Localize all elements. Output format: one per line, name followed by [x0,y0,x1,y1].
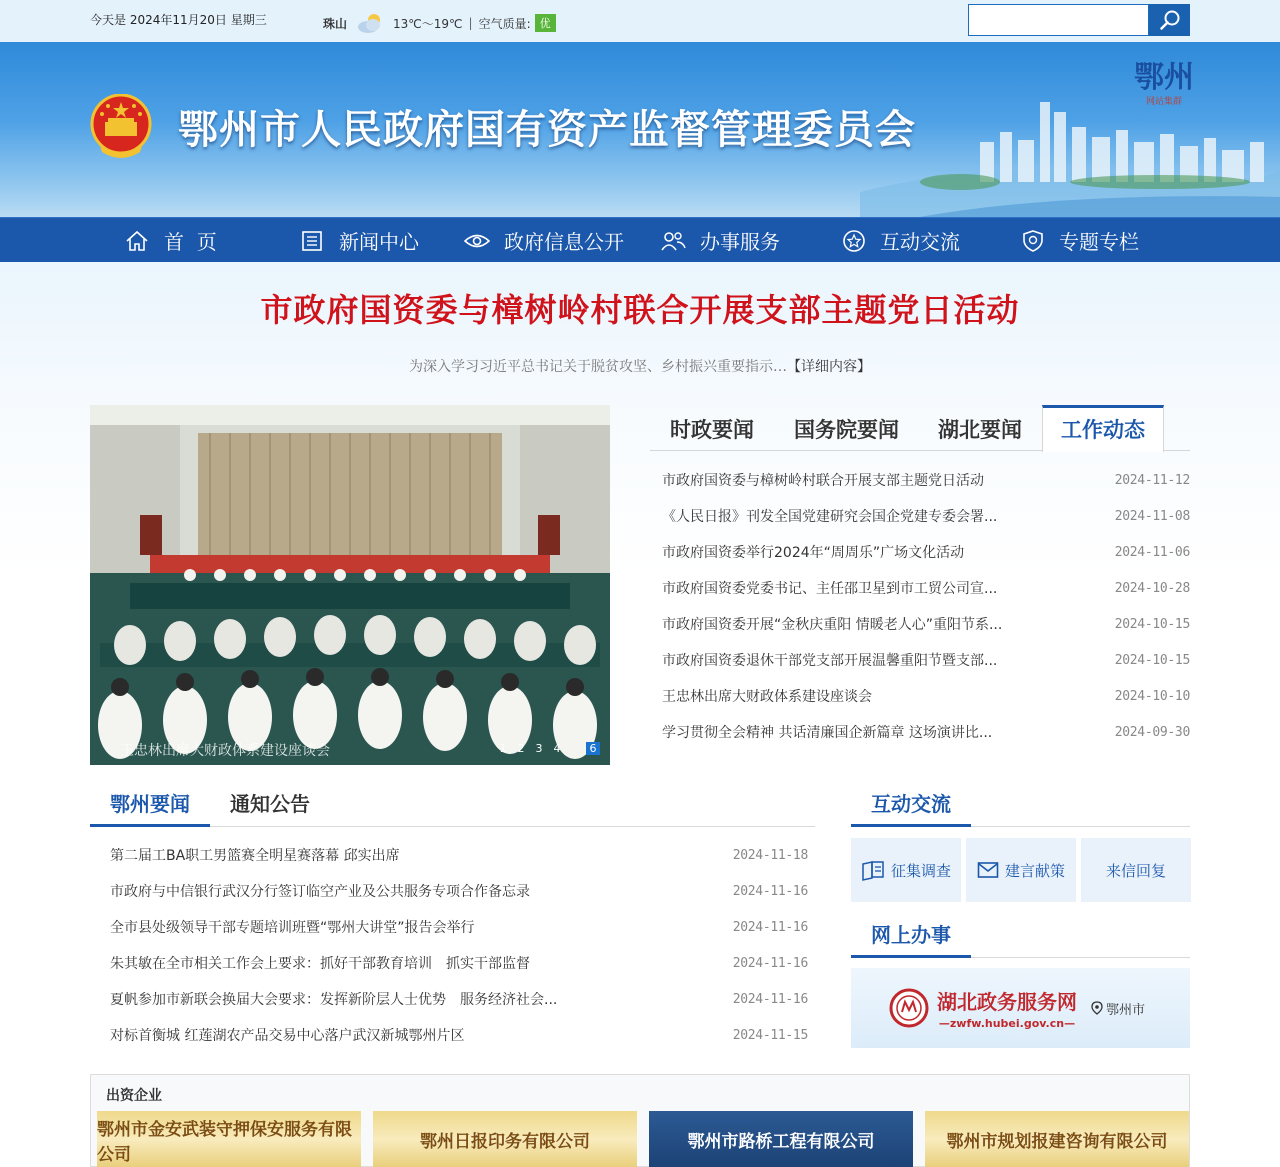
newspaper-icon [301,229,325,253]
headline-summary [0,356,1280,376]
enterprise-card[interactable]: 鄂州市金安武装守押保安服务有限公司 [97,1111,361,1167]
news-title: 市政府与中信银行武汉分行签订临空产业及公共服务专项合作备忘录 [110,884,530,900]
city-skyline-art [860,42,1280,217]
nav-item-news[interactable] [301,218,419,263]
nav-label: 办事服务 [700,230,780,254]
tab-notices[interactable]: 通知公告 [230,792,310,816]
search-icon [1159,9,1181,31]
list-item[interactable] [662,498,1190,534]
list-item[interactable] [110,945,808,981]
button-label: 征集调查 [890,861,951,880]
site-title: 鄂州市人民政府国有资产监督管理委员会 [178,106,916,153]
news-date: 2024-11-12 [1114,472,1190,488]
survey-icon [861,859,885,881]
enterprises-title: 出资企业 [106,1088,162,1104]
slider-dot[interactable]: 1 [499,742,507,755]
nav-item-home[interactable] [124,218,217,263]
mail-icon [977,861,999,879]
slider-dot-active[interactable]: 6 [586,742,600,755]
ezhou-news-list [110,837,808,1053]
news-title: 王忠林出席大财政体系建设座谈会 [662,689,872,705]
news-tabs [650,405,1190,451]
news-title: 市政府国资委与樟树岭村联合开展支部主题党日活动 [662,473,984,489]
news-title: 夏帆参加市新联会换届大会要求：发挥新阶层人士优势 服务经济社会... [110,992,558,1008]
region-label: 鄂州市 [1106,1002,1146,1018]
top-bar [0,0,1280,42]
news-title: 学习贯彻全会精神 共话清廉国企新篇章 这场演讲比... [662,725,993,741]
weather-city: 珠山 [323,16,348,31]
list-item[interactable] [662,714,1190,750]
tab-hubei[interactable]: 湖北要闻 [938,418,1022,442]
news-date: 2024-10-10 [1114,688,1190,704]
button-label: 来信回复 [1105,861,1166,880]
shield-icon [1021,229,1045,253]
summary-text: 为深入学习习近平总书记关于脱贫攻坚、乡村振兴重要指示… [409,359,787,375]
nav-item-interaction[interactable] [842,218,960,263]
logo-subtext: 网站集群 [1145,97,1182,107]
nav-label: 首 页 [164,230,217,254]
enterprise-card[interactable]: 鄂州市路桥工程有限公司 [649,1111,913,1167]
tab-state-council[interactable]: 国务院要闻 [794,418,899,442]
news-date: 2024-11-08 [1114,508,1190,524]
users-icon [660,230,686,252]
button-label: 建言献策 [1004,861,1065,880]
photo-slider[interactable] [90,405,610,765]
hubei-service-logo-icon [889,988,929,1028]
national-emblem-icon [90,94,152,160]
site-banner [0,42,1280,217]
news-title: 市政府国资委党委书记、主任邵卫星到市工贸公司宣... [662,581,998,597]
section-tabs [90,786,815,827]
cloud-sun-icon [355,12,385,34]
slider-dot[interactable]: 2 [517,742,525,755]
news-date: 2024-11-16 [732,991,808,1007]
news-title: 市政府国资委举行2024年“周周乐”广场文化活动 [662,545,965,561]
search-button[interactable] [1149,4,1190,36]
news-date: 2024-10-28 [1114,580,1190,596]
list-item[interactable] [662,570,1190,606]
news-title: 第二届工BA职工男篮赛全明星赛落幕 邱实出席 [110,848,400,864]
list-item[interactable] [662,534,1190,570]
hubei-gov-service-link[interactable] [851,968,1190,1048]
news-title: 《人民日报》刊发全国党建研究会国企党建专委会署... [662,509,998,525]
list-item[interactable] [662,642,1190,678]
news-title: 市政府国资委开展“金秋庆重阳 情暖老人心”重阳节系... [662,617,1003,633]
service-text [937,986,1077,1030]
star-circle-icon [842,229,866,253]
suggestion-button[interactable] [966,838,1076,902]
reply-button[interactable] [1081,838,1191,902]
news-title: 市政府国资委退休干部党支部开展温馨重阳节暨支部... [662,653,998,669]
enterprise-card[interactable]: 鄂州日报印务有限公司 [373,1111,637,1167]
search-box [968,4,1190,36]
news-title: 全市县处级领导干部专题培训班暨“鄂州大讲堂”报告会举行 [110,920,475,936]
location-pin-icon [1091,1001,1103,1015]
interaction-header [851,786,1190,827]
news-date: 2024-11-16 [732,883,808,899]
main-nav [0,217,1280,262]
news-title: 朱其敏在全市相关工作会上要求：抓好干部教育培训 抓实干部监督 [110,956,530,972]
slider-dots [498,742,600,755]
tab-work-updates[interactable]: 工作动态 [1042,405,1164,452]
home-icon [124,229,150,253]
nav-label: 新闻中心 [339,230,419,254]
detail-link[interactable]: 【详细内容】 [787,359,871,375]
search-input[interactable] [968,4,1149,36]
air-quality-label: 空气质量: [478,16,531,31]
slide-caption[interactable]: 王忠林出席大财政体系建设座谈会 [120,743,330,759]
news-date: 2024-09-30 [1114,724,1190,740]
interaction-title: 互动交流 [851,786,971,827]
list-item[interactable] [110,837,808,873]
news-date: 2024-11-06 [1114,544,1190,560]
survey-button[interactable] [851,838,961,902]
logo-text: 鄂州 [1134,60,1194,95]
online-service-header [851,917,1190,958]
air-quality-badge: 优 [535,14,556,32]
service-url: —zwfw.hubei.gov.cn— [938,1017,1076,1030]
work-news-list [662,462,1190,750]
weather-temperature: 13℃～19℃ [393,16,463,31]
slider-dot[interactable]: 4 [553,742,561,755]
list-item[interactable] [662,678,1190,714]
news-date: 2024-11-16 [732,919,808,935]
current-date: 今天是 2024年11月20日 星期三 [90,13,267,27]
nav-item-topics[interactable] [1021,218,1139,263]
eye-icon [464,231,490,251]
tab-politics[interactable]: 时政要闻 [670,418,754,442]
list-item[interactable] [662,606,1190,642]
news-date: 2024-11-15 [732,1027,808,1043]
enterprise-card[interactable]: 鄂州市规划报建咨询有限公司 [925,1111,1189,1167]
list-item[interactable] [662,462,1190,498]
meeting-photo [90,405,610,765]
list-item[interactable] [110,981,808,1017]
nav-item-services[interactable] [660,218,780,263]
divider: | [468,16,473,30]
service-region [1091,999,1145,1018]
enterprises-section [90,1074,1190,1167]
list-item[interactable] [110,1017,808,1053]
news-date: 2024-10-15 [1114,652,1190,668]
headline-title[interactable]: 市政府国资委与樟树岭村联合开展支部主题党日活动 [260,291,1020,329]
weather-widget [323,12,556,34]
news-title: 对标首衡城 红莲湖农产品交易中心落户武汉新城鄂州片区 [110,1028,465,1044]
online-service-title: 网上办事 [851,917,971,958]
ezhou-logo[interactable] [1134,62,1194,107]
news-date: 2024-10-15 [1114,616,1190,632]
nav-label: 互动交流 [880,230,960,254]
slider-dot[interactable]: 3 [535,742,543,755]
nav-item-gov-info[interactable] [464,218,624,263]
service-name: 湖北政务服务网 [937,990,1077,1014]
nav-label: 专题专栏 [1059,230,1139,254]
tab-ezhou-news[interactable]: 鄂州要闻 [90,786,210,827]
news-date: 2024-11-18 [732,847,808,863]
list-item[interactable] [110,873,808,909]
nav-label: 政府信息公开 [504,230,624,254]
list-item[interactable] [110,909,808,945]
news-date: 2024-11-16 [732,955,808,971]
